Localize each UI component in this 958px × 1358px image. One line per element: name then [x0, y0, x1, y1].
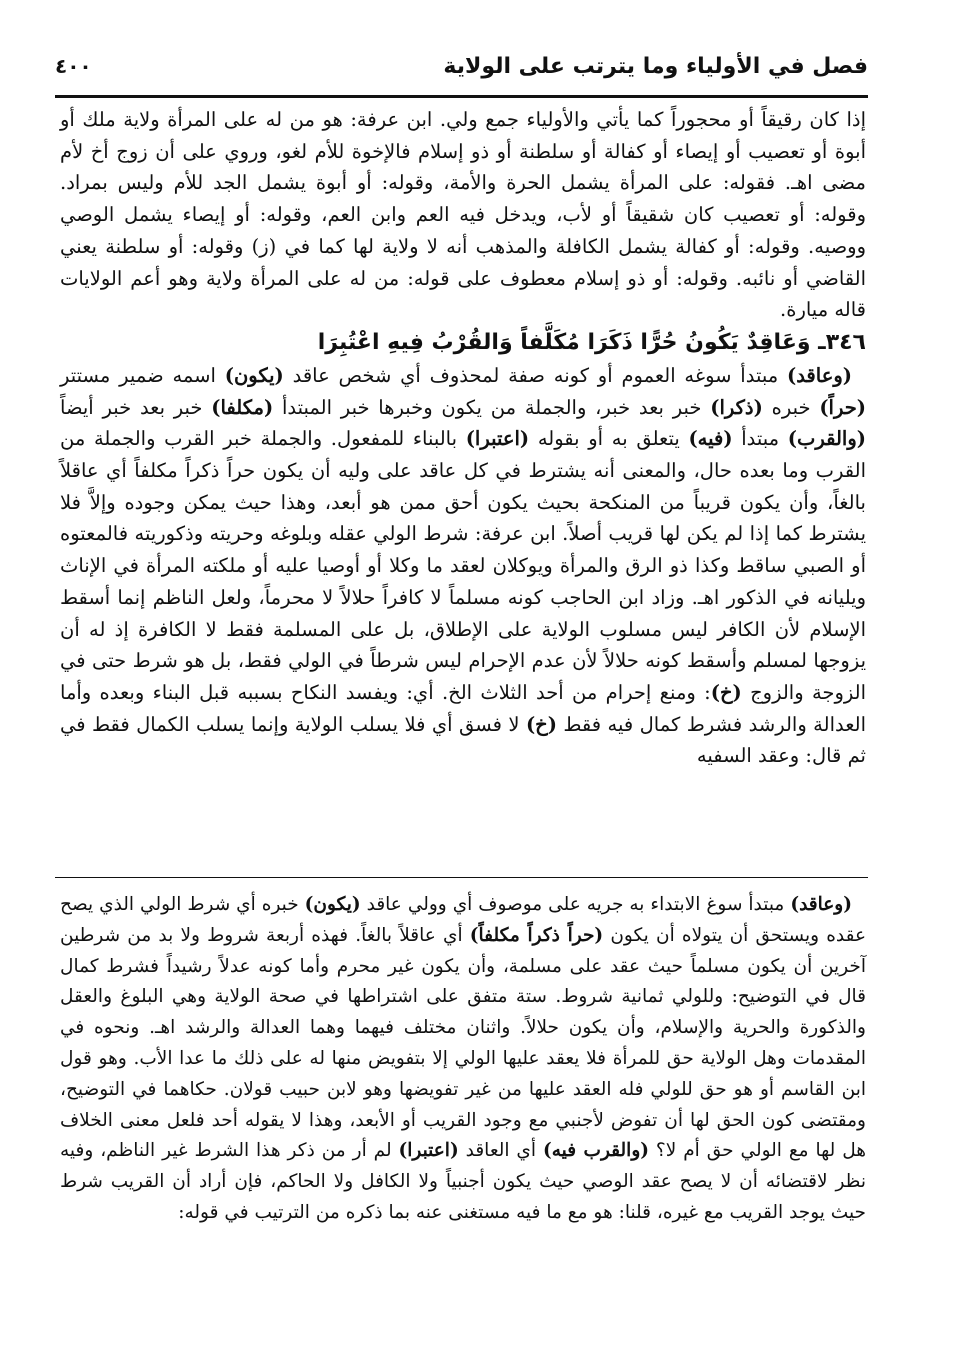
header-rule	[55, 95, 868, 98]
text-span: مبتدأ سوغ الابتداء به جريه على موصوف أي وولي عاقد	[360, 894, 791, 915]
text-span: لم أر من ذكر هذا الشرط غير الناظم، وفيه نظر لاقتضائه أن لا يصح عقد الوصي حيث يكون أجنبياً ولا الكافل ولا الحاكم، فإن أراد أن القريب شرط حيث يوجد القريب مع غيره، قلنا: هو مع ما فيه مستغنى عنه بما ذكره من الترتيب في قوله:	[60, 1140, 866, 1223]
text-span: يتعلق به أو بقوله	[529, 427, 689, 451]
text-span: خبره أي شرط الولي الذي يصح عقده ويستحق أن يتولاه أن يكون	[60, 894, 867, 946]
text-span: مبتدأ سوغه العموم أو كونه صفة لمحذوف أي شخص عاقد	[283, 363, 787, 387]
text-span: بالبناء للمفعول. والجملة خبر القرب والجملة من القرب وما بعده حال، والمعنى أنه يشترط في كل عاقد على وليه أن يكون حراً ذكراً مكلفاً أي عاقلاً بالغاً، وأن يكون قريباً من المنكحة بحيث يكون أحق ممن هو أبعد، وهذا حيث يمكن وجوده وإلاَّ فلا يشترط كما إذا لم يكن لها قريب أصلاً. ابن عرفة: شرط الولي عقله وبلوغه وحريته وذكوريته فالمعتوه أو الصبي ساقط وكذا ذو الرق والمرأة ويوكلان لعقد ما وكلا أو أوصيا عليه أو ملكته المرأة في الإناث ويليانه في الذكور اهـ. وزاد ابن الحاجب كونه مسلماً لا كافراً حلالاً لا محرماً، ولعل الناظم إنما أسقط الإسلام لأن الكافر ليس مسلوب الولاية على الإطلاق، بل على المسلمة فقط لا الكافرة إذ له أن يزوجها لمسلم وأسقط كونه حلالاً لأن عدم الإحرام ليس شرطاً في الولي فقط، بل هو شرط حتى في الزوجة والزوج	[60, 427, 867, 704]
term-walqurb: (والقرب)	[787, 427, 866, 451]
main-paragraph-1: إذا كان رقيقاً أو محجوراً كما يأتي والأولياء جمع ولي. ابن عرفة: هو من له على المرأة ولاية ملك أو أبوة أو تعصيب أو إيصاء أو كفالة أو سلطنة أو ذو إسلام فالإخوة للأم لغو، وروي على أن زوج أخ لأم مضى اهـ. فقوله: على المرأة يشمل الحرة والأمة، وقوله: أو أبوة يشمل الجد للأم وليس بمراد. وقوله: أو تعصيب كان شقيقاً أو لأب، ويدخل فيه العم وابن العم، وقوله: أو إيصاء يشمل الوصي ووصيه. وقوله: أو كفالة يشمل الكافلة والمذهب أنه لا ولاية لها كما في (ز) وقوله: أو سلطنة يعني القاضي أو نائبه. وقوله: أو ذو إسلام معطوف على قوله: من له على المرأة ولاية وهو أعم الولايات قاله ميارة.	[60, 108, 866, 322]
text-span: أي عاقلاً بالغاً. فهذه أربعة شروط ولا بد من شرطين آخرين أن يكون مسلماً حيث عقد على مسلمة، وأن يكون غير محرم وأما كونه عدلاً رشيداً فشرط كمال قال في التوضيح: وللولي ثمانية شروط. ستة متفق على اشتراطها في صحة الولاية وهي البلوغ والعقل والذكورة والحرية والإسلام، وأن يكون حلالاً. واثنان مختلف فيهما وهما العدالة والرشد اهـ. ونحوه في المقدمات وهل الولاية حق للمرأة فلا يعقد عليها الولي إلا بتفويض منها له على ذلك ما عدا الأب. وهو قول ابن القاسم أو هو حق للولي فله العقد عليها من غير تفويضها وهو لابن حبيب قولان. حكاهما في التوضيح، ومقتضى كون الحق لها أن تفوض لأجنبي مع وجود القريب أو الأبعد، وهذا لا يقوله أحد فلعل معنى الخلاف هل لها مع الولي حق أم لا؟	[60, 924, 866, 1162]
fn-term-yakun: (يكون)	[304, 894, 361, 915]
fn-term-aaqid: (وعاقد)	[790, 894, 852, 915]
term-utubira: (اعتبرا)	[465, 427, 530, 451]
text-span: خبره	[762, 395, 820, 419]
fn-term-walqurb: (والقرب فيه)	[542, 1140, 650, 1162]
main-text	[60, 104, 866, 772]
term-hurran: (حراً)	[819, 395, 866, 419]
page-number: ٤٠٠	[55, 54, 92, 78]
term-kha-2: (خ)	[525, 712, 557, 736]
text-span: لا فسق أي فلا يسلب الولاية وإنما يسلب الكمال فقط في ثم قال: وعقد السفيه	[60, 712, 866, 768]
text-span: اسمه ضمير مستتر	[60, 363, 225, 387]
term-mukallafan: (مكلفا)	[211, 395, 274, 419]
main-paragraph-2	[60, 360, 866, 772]
text-span: مبتدأ	[732, 427, 788, 451]
chapter-title: فصل في الأولياء وما يترتب على الولاية	[443, 54, 868, 79]
verse-line: ٣٤٦ـ وَعَاقِدٌ يَكُونُ حُرًّا ذَكَرَا مُكَلَّفاً وَالقُرْبُ فِيهِ اعْتُبِرَا	[317, 329, 866, 355]
text-span: : ومنع إحرام من أحد الثلاث الخ. أي: ويفسد النكاح بسببه قبل البناء وبعده وأما العدالة والرشد فشرط كمال فيه فقط	[60, 680, 866, 736]
text-span: خبر بعد خبر، والجملة من يكون وخبرها خبر المبتدأ	[273, 395, 711, 419]
footnote-paragraph	[60, 890, 866, 1229]
term-dhakaran: (ذكرا)	[710, 395, 763, 419]
page-header	[55, 40, 868, 95]
term-aaqid: (وعاقد)	[786, 363, 852, 387]
text-span: خبر بعد خبر أيضاً	[60, 395, 212, 419]
term-kha: (خ)	[710, 680, 742, 704]
fn-term-utubira: (اعتبرا)	[398, 1140, 459, 1162]
footnote-rule	[55, 877, 868, 878]
footnote-text	[60, 890, 866, 1229]
term-fihi: (فيه)	[688, 427, 733, 451]
fn-term-hurran: (حراً ذكراً مكلفاً)	[469, 924, 604, 946]
term-yakun: (يكون)	[224, 363, 284, 387]
text-span: أي العاقد	[458, 1140, 543, 1162]
